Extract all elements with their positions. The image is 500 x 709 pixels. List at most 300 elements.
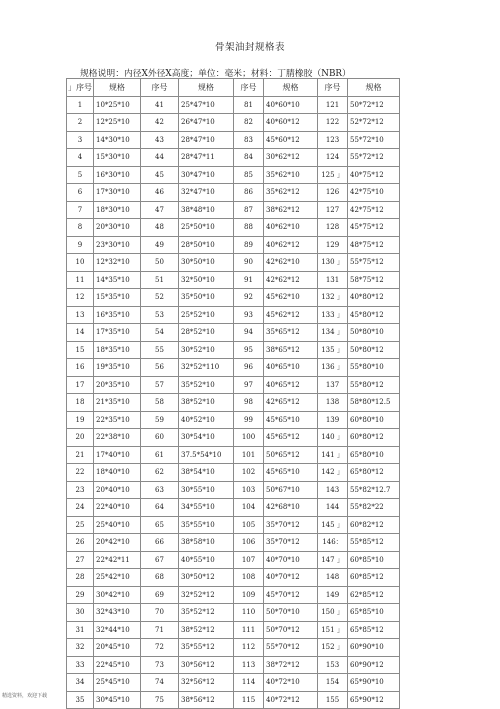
seq-cell: 145 」 bbox=[318, 516, 348, 534]
spec-cell: 65*90*12 bbox=[348, 691, 400, 709]
seq-cell: 130 」 bbox=[318, 254, 348, 272]
spec-cell: 45*62*10 bbox=[264, 289, 318, 307]
spec-cell: 12*25*10 bbox=[94, 114, 141, 132]
spec-cell: 65*85*10 bbox=[348, 604, 400, 622]
seq-cell: 91 bbox=[234, 271, 264, 289]
spec-cell: 40*80*12 bbox=[348, 289, 400, 307]
spec-cell: 21*35*10 bbox=[94, 394, 141, 412]
table-row bbox=[67, 184, 400, 202]
table-row bbox=[67, 306, 400, 324]
spec-cell: 30*52*10 bbox=[179, 341, 234, 359]
spec-cell: 45*65*10 bbox=[264, 411, 318, 429]
seq-cell: 48 bbox=[141, 219, 179, 237]
seq-cell: 101 bbox=[234, 446, 264, 464]
spec-cell: 16*35*10 bbox=[94, 306, 141, 324]
spec-cell: 42*65*12 bbox=[264, 394, 318, 412]
seq-cell: 72 bbox=[141, 639, 179, 657]
seq-cell: 133 」 bbox=[318, 306, 348, 324]
spec-cell: 22*35*10 bbox=[94, 411, 141, 429]
seq-cell: 5 bbox=[67, 166, 94, 184]
spec-cell: 35*52*10 bbox=[179, 376, 234, 394]
seq-cell: 115 bbox=[234, 691, 264, 709]
spec-cell: 30*55*10 bbox=[179, 481, 234, 499]
spec-cell: 14*35*10 bbox=[94, 271, 141, 289]
seq-cell: 65 bbox=[141, 516, 179, 534]
seq-cell: 86 bbox=[234, 184, 264, 202]
spec-cell: 22*40*10 bbox=[94, 499, 141, 517]
spec-cell: 32*52*12 bbox=[179, 586, 234, 604]
spec-cell: 15*35*10 bbox=[94, 289, 141, 307]
table-row bbox=[67, 289, 400, 307]
spec-cell: 38*58*10 bbox=[179, 534, 234, 552]
spec-cell: 45*62*12 bbox=[264, 306, 318, 324]
document-title: 骨架油封规格表 bbox=[214, 42, 285, 53]
seq-cell: 152 」 bbox=[318, 639, 348, 657]
spec-cell: 40*75*12 bbox=[348, 166, 400, 184]
seq-cell: 25 bbox=[67, 516, 94, 534]
spec-cell: 60*85*12 bbox=[348, 569, 400, 587]
table-row bbox=[67, 201, 400, 219]
spec-cell: 45*80*12 bbox=[348, 306, 400, 324]
spec-cell: 42*75*12 bbox=[348, 201, 400, 219]
seq-cell: 113 bbox=[234, 656, 264, 674]
spec-cell: 35*62*12 bbox=[264, 184, 318, 202]
seq-cell: 31 bbox=[67, 621, 94, 639]
spec-cell: 62*85*12 bbox=[348, 586, 400, 604]
spec-cell: 28*47*10 bbox=[179, 131, 234, 149]
table-row bbox=[67, 254, 400, 272]
table-row bbox=[67, 656, 400, 674]
header-spec-4: 规格 bbox=[348, 79, 400, 97]
seq-cell: 74 bbox=[141, 674, 179, 692]
seq-cell: 147 」 bbox=[318, 551, 348, 569]
seq-cell: 94 bbox=[234, 324, 264, 342]
table-row bbox=[67, 394, 400, 412]
table-header-row bbox=[67, 79, 400, 97]
spec-cell: 23*30*10 bbox=[94, 236, 141, 254]
spec-cell: 58*75*12 bbox=[348, 271, 400, 289]
seq-cell: 34 bbox=[67, 674, 94, 692]
spec-cell: 17*35*10 bbox=[94, 324, 141, 342]
seq-cell: 128 bbox=[318, 219, 348, 237]
table-row bbox=[67, 219, 400, 237]
spec-cell: 50*70*12 bbox=[264, 621, 318, 639]
spec-cell: 30*50*10 bbox=[179, 254, 234, 272]
spec-cell: 35*65*12 bbox=[264, 324, 318, 342]
table-row bbox=[67, 114, 400, 132]
spec-cell: 40*72*12 bbox=[264, 691, 318, 709]
seq-cell: 137 bbox=[318, 376, 348, 394]
seq-cell: 107 bbox=[234, 551, 264, 569]
seq-cell: 66 bbox=[141, 534, 179, 552]
seq-cell: 19 bbox=[67, 411, 94, 429]
seq-cell: 144 bbox=[318, 499, 348, 517]
seq-cell: 50 bbox=[141, 254, 179, 272]
spec-cell: 35*50*10 bbox=[179, 289, 234, 307]
seq-cell: 12 bbox=[67, 289, 94, 307]
table-row bbox=[67, 359, 400, 377]
spec-cell: 40*72*10 bbox=[264, 674, 318, 692]
spec-cell: 32*50*10 bbox=[179, 271, 234, 289]
seq-cell: 53 bbox=[141, 306, 179, 324]
table-row bbox=[67, 341, 400, 359]
seq-cell: 23 bbox=[67, 481, 94, 499]
spec-cell: 19*35*10 bbox=[94, 359, 141, 377]
spec-cell: 28*50*10 bbox=[179, 236, 234, 254]
spec-cell: 45*65*12 bbox=[264, 429, 318, 447]
table-row bbox=[67, 411, 400, 429]
seq-cell: 22 bbox=[67, 464, 94, 482]
seq-cell: 73 bbox=[141, 656, 179, 674]
spec-cell: 30*62*12 bbox=[264, 149, 318, 167]
header-spec-2: 规格 bbox=[179, 79, 234, 97]
seq-cell: 28 bbox=[67, 569, 94, 587]
spec-cell: 20*45*10 bbox=[94, 639, 141, 657]
footer-note: 精选资料，欢迎下载 bbox=[2, 693, 48, 699]
seq-cell: 29 bbox=[67, 586, 94, 604]
spec-cell: 30*47*10 bbox=[179, 166, 234, 184]
seq-cell: 87 bbox=[234, 201, 264, 219]
spec-cell: 65*80*10 bbox=[348, 446, 400, 464]
seq-cell: 8 bbox=[67, 219, 94, 237]
spec-cell: 45*65*10 bbox=[264, 464, 318, 482]
spec-cell: 38*52*10 bbox=[179, 394, 234, 412]
seq-cell: 46 bbox=[141, 184, 179, 202]
spec-cell: 40*52*10 bbox=[179, 411, 234, 429]
seq-cell: 136 」 bbox=[318, 359, 348, 377]
spec-cell: 35*55*10 bbox=[179, 516, 234, 534]
seq-cell: 49 bbox=[141, 236, 179, 254]
spec-cell: 35*70*12 bbox=[264, 534, 318, 552]
spec-cell: 40*55*10 bbox=[179, 551, 234, 569]
seq-cell: 131 bbox=[318, 271, 348, 289]
spec-cell: 35*55*12 bbox=[179, 639, 234, 657]
seq-cell: 95 bbox=[234, 341, 264, 359]
seq-cell: 32 bbox=[67, 639, 94, 657]
spec-cell: 32*44*10 bbox=[94, 621, 141, 639]
seq-cell: 21 bbox=[67, 446, 94, 464]
seq-cell: 134 」 bbox=[318, 324, 348, 342]
seq-cell: 70 bbox=[141, 604, 179, 622]
spec-cell: 40*60*10 bbox=[264, 96, 318, 114]
seq-cell: 148 bbox=[318, 569, 348, 587]
seq-cell: 114 bbox=[234, 674, 264, 692]
spec-cell: 34*55*10 bbox=[179, 499, 234, 517]
seq-cell: 60 bbox=[141, 429, 179, 447]
seq-cell: 55 bbox=[141, 341, 179, 359]
seq-cell: 102 bbox=[234, 464, 264, 482]
seq-cell: 14 bbox=[67, 324, 94, 342]
spec-cell: 55*75*12 bbox=[348, 254, 400, 272]
spec-cell: 38*72*12 bbox=[264, 656, 318, 674]
seq-cell: 81 bbox=[234, 96, 264, 114]
spec-cell: 18*30*10 bbox=[94, 201, 141, 219]
header-seq-4: 序号 bbox=[318, 79, 348, 97]
table-row bbox=[67, 131, 400, 149]
seq-cell: 17 bbox=[67, 376, 94, 394]
seq-cell: 122 bbox=[318, 114, 348, 132]
seq-cell: 56 bbox=[141, 359, 179, 377]
seq-cell: 64 bbox=[141, 499, 179, 517]
spec-cell: 38*54*10 bbox=[179, 464, 234, 482]
spec-cell: 52*72*12 bbox=[348, 114, 400, 132]
seq-cell: 4 bbox=[67, 149, 94, 167]
seq-cell: 149 bbox=[318, 586, 348, 604]
seq-cell: 63 bbox=[141, 481, 179, 499]
spec-cell: 18*35*10 bbox=[94, 341, 141, 359]
spec-cell: 38*48*10 bbox=[179, 201, 234, 219]
spec-cell: 18*40*10 bbox=[94, 464, 141, 482]
seq-cell: 16 bbox=[67, 359, 94, 377]
table-row bbox=[67, 324, 400, 342]
seq-cell: 93 bbox=[234, 306, 264, 324]
seq-cell: 90 bbox=[234, 254, 264, 272]
seq-cell: 141 」 bbox=[318, 446, 348, 464]
spec-cell: 45*70*12 bbox=[264, 586, 318, 604]
table-row bbox=[67, 236, 400, 254]
seq-cell: 67 bbox=[141, 551, 179, 569]
seq-cell: 105 bbox=[234, 516, 264, 534]
spec-cell: 30*54*10 bbox=[179, 429, 234, 447]
seq-cell: 104 bbox=[234, 499, 264, 517]
spec-cell: 65*90*10 bbox=[348, 674, 400, 692]
seq-cell: 27 bbox=[67, 551, 94, 569]
table-row bbox=[67, 96, 400, 114]
spec-cell: 30*56*12 bbox=[179, 656, 234, 674]
spec-cell: 50*65*12 bbox=[264, 446, 318, 464]
seq-cell: 2 bbox=[67, 114, 94, 132]
table-row bbox=[67, 481, 400, 499]
seq-cell: 75 bbox=[141, 691, 179, 709]
header-seq-2: 序号 bbox=[141, 79, 179, 97]
seq-cell: 146： bbox=[318, 534, 348, 552]
seq-cell: 88 bbox=[234, 219, 264, 237]
spec-cell: 65*80*12 bbox=[348, 464, 400, 482]
table-row bbox=[67, 586, 400, 604]
seq-cell: 69 bbox=[141, 586, 179, 604]
seq-cell: 98 bbox=[234, 394, 264, 412]
spec-cell: 22*42*11 bbox=[94, 551, 141, 569]
table-row bbox=[67, 691, 400, 709]
spec-cell: 17*40*10 bbox=[94, 446, 141, 464]
seq-cell: 82 bbox=[234, 114, 264, 132]
seq-cell: 61 bbox=[141, 446, 179, 464]
seq-cell: 33 bbox=[67, 656, 94, 674]
seq-cell: 51 bbox=[141, 271, 179, 289]
spec-cell: 55*72*10 bbox=[348, 131, 400, 149]
seq-cell: 7 bbox=[67, 201, 94, 219]
seq-cell: 9 bbox=[67, 236, 94, 254]
seq-cell: 125 」 bbox=[318, 166, 348, 184]
table-row bbox=[67, 551, 400, 569]
spec-cell: 40*62*12 bbox=[264, 236, 318, 254]
spec-cell: 20*30*10 bbox=[94, 219, 141, 237]
seq-cell: 154 bbox=[318, 674, 348, 692]
seq-cell: 108 bbox=[234, 569, 264, 587]
seq-cell: 132 」 bbox=[318, 289, 348, 307]
seq-cell: 150 」 bbox=[318, 604, 348, 622]
spec-cell: 40*62*10 bbox=[264, 219, 318, 237]
seal-spec-table bbox=[66, 78, 400, 709]
spec-cell: 42*62*12 bbox=[264, 271, 318, 289]
spec-cell: 40*60*12 bbox=[264, 114, 318, 132]
seq-cell: 1 bbox=[67, 96, 94, 114]
seq-cell: 124 bbox=[318, 149, 348, 167]
seq-cell: 135 」 bbox=[318, 341, 348, 359]
seq-cell: 20 bbox=[67, 429, 94, 447]
spec-cell: 30*45*10 bbox=[94, 691, 141, 709]
seq-cell: 138 bbox=[318, 394, 348, 412]
spec-cell: 22*45*10 bbox=[94, 656, 141, 674]
header-spec-3: 规格 bbox=[264, 79, 318, 97]
table-row bbox=[67, 429, 400, 447]
header-spec-1: 规格 bbox=[94, 79, 141, 97]
seq-cell: 47 bbox=[141, 201, 179, 219]
spec-cell: 32*56*12 bbox=[179, 674, 234, 692]
table-row bbox=[67, 569, 400, 587]
spec-cell: 38*65*12 bbox=[264, 341, 318, 359]
seq-cell: 44 bbox=[141, 149, 179, 167]
spec-cell: 40*65*12 bbox=[264, 376, 318, 394]
table-row bbox=[67, 674, 400, 692]
spec-cell: 38*56*12 bbox=[179, 691, 234, 709]
seq-cell: 92 bbox=[234, 289, 264, 307]
spec-cell: 20*35*10 bbox=[94, 376, 141, 394]
table-row bbox=[67, 499, 400, 517]
spec-cell: 50*70*10 bbox=[264, 604, 318, 622]
seq-cell: 24 bbox=[67, 499, 94, 517]
spec-cell: 25*52*10 bbox=[179, 306, 234, 324]
spec-cell: 35*70*12 bbox=[264, 516, 318, 534]
spec-cell: 32*47*10 bbox=[179, 184, 234, 202]
spec-cell: 25*50*10 bbox=[179, 219, 234, 237]
spec-cell: 32*52*110 bbox=[179, 359, 234, 377]
seq-cell: 142 」 bbox=[318, 464, 348, 482]
seq-cell: 54 bbox=[141, 324, 179, 342]
seq-cell: 126 bbox=[318, 184, 348, 202]
spec-cell: 60*90*12 bbox=[348, 656, 400, 674]
seq-cell: 112 bbox=[234, 639, 264, 657]
spec-cell: 28*47*11 bbox=[179, 149, 234, 167]
spec-cell: 40*65*10 bbox=[264, 359, 318, 377]
seq-cell: 18 bbox=[67, 394, 94, 412]
table-row bbox=[67, 604, 400, 622]
spec-cell: 14*30*10 bbox=[94, 131, 141, 149]
table-row bbox=[67, 534, 400, 552]
seq-cell: 83 bbox=[234, 131, 264, 149]
spec-cell: 60*80*10 bbox=[348, 411, 400, 429]
spec-cell: 58*80*12.5 bbox=[348, 394, 400, 412]
seq-cell: 3 bbox=[67, 131, 94, 149]
table-row bbox=[67, 516, 400, 534]
header-seq-3: 序号 bbox=[234, 79, 264, 97]
spec-cell: 60*82*12 bbox=[348, 516, 400, 534]
spec-cell: 42*68*10 bbox=[264, 499, 318, 517]
table-row bbox=[67, 639, 400, 657]
spec-cell: 55*80*10 bbox=[348, 359, 400, 377]
spec-cell: 12*32*10 bbox=[94, 254, 141, 272]
spec-cell: 55*82*12.7 bbox=[348, 481, 400, 499]
spec-cell: 20*42*10 bbox=[94, 534, 141, 552]
seq-cell: 143 bbox=[318, 481, 348, 499]
seq-cell: 26 bbox=[67, 534, 94, 552]
spec-cell: 17*30*10 bbox=[94, 184, 141, 202]
spec-cell: 60*90*10 bbox=[348, 639, 400, 657]
spec-cell: 45*60*12 bbox=[264, 131, 318, 149]
seq-cell: 109 bbox=[234, 586, 264, 604]
spec-cell: 40*70*10 bbox=[264, 551, 318, 569]
spec-cell: 45*75*12 bbox=[348, 219, 400, 237]
spec-cell: 55*82*22 bbox=[348, 499, 400, 517]
table-row bbox=[67, 376, 400, 394]
seq-cell: 153 bbox=[318, 656, 348, 674]
spec-cell: 16*30*10 bbox=[94, 166, 141, 184]
spec-cell: 50*80*10 bbox=[348, 324, 400, 342]
spec-cell: 15*30*10 bbox=[94, 149, 141, 167]
spec-cell: 60*80*12 bbox=[348, 429, 400, 447]
table-row bbox=[67, 464, 400, 482]
seq-cell: 58 bbox=[141, 394, 179, 412]
seq-cell: 84 bbox=[234, 149, 264, 167]
seq-cell: 11 bbox=[67, 271, 94, 289]
spec-cell: 25*45*10 bbox=[94, 674, 141, 692]
spec-cell: 22*38*10 bbox=[94, 429, 141, 447]
table-body bbox=[67, 96, 400, 709]
seq-cell: 30 bbox=[67, 604, 94, 622]
seq-cell: 71 bbox=[141, 621, 179, 639]
spec-cell: 30*50*12 bbox=[179, 569, 234, 587]
seq-cell: 140 」 bbox=[318, 429, 348, 447]
spec-cell: 32*43*10 bbox=[94, 604, 141, 622]
seq-cell: 155 bbox=[318, 691, 348, 709]
table-row bbox=[67, 446, 400, 464]
seq-cell: 103 bbox=[234, 481, 264, 499]
seq-cell: 100 bbox=[234, 429, 264, 447]
spec-cell: 42*62*10 bbox=[264, 254, 318, 272]
seq-cell: 97 bbox=[234, 376, 264, 394]
seq-cell: 43 bbox=[141, 131, 179, 149]
spec-cell: 55*80*12 bbox=[348, 376, 400, 394]
seq-cell: 111 bbox=[234, 621, 264, 639]
seq-cell: 127 bbox=[318, 201, 348, 219]
seq-cell: 151 」 bbox=[318, 621, 348, 639]
seq-cell: 85 bbox=[234, 166, 264, 184]
spec-cell: 60*85*10 bbox=[348, 551, 400, 569]
spec-cell: 50*72*12 bbox=[348, 96, 400, 114]
seq-cell: 42 bbox=[141, 114, 179, 132]
seq-cell: 59 bbox=[141, 411, 179, 429]
seq-cell: 15 bbox=[67, 341, 94, 359]
header-seq-1: 」序号 bbox=[67, 79, 94, 97]
seq-cell: 62 bbox=[141, 464, 179, 482]
spec-cell: 25*42*10 bbox=[94, 569, 141, 587]
seq-cell: 99 bbox=[234, 411, 264, 429]
spec-cell: 30*42*10 bbox=[94, 586, 141, 604]
seq-cell: 129 bbox=[318, 236, 348, 254]
seq-cell: 89 bbox=[234, 236, 264, 254]
seq-cell: 110 bbox=[234, 604, 264, 622]
table-row bbox=[67, 271, 400, 289]
spec-cell: 35*52*12 bbox=[179, 604, 234, 622]
spec-cell: 38*52*12 bbox=[179, 621, 234, 639]
spec-cell: 10*25*10 bbox=[94, 96, 141, 114]
table-row bbox=[67, 621, 400, 639]
spec-cell: 50*80*12 bbox=[348, 341, 400, 359]
seq-cell: 10 bbox=[67, 254, 94, 272]
spec-cell: 65*85*12 bbox=[348, 621, 400, 639]
seq-cell: 57 bbox=[141, 376, 179, 394]
spec-cell: 25*47*10 bbox=[179, 96, 234, 114]
